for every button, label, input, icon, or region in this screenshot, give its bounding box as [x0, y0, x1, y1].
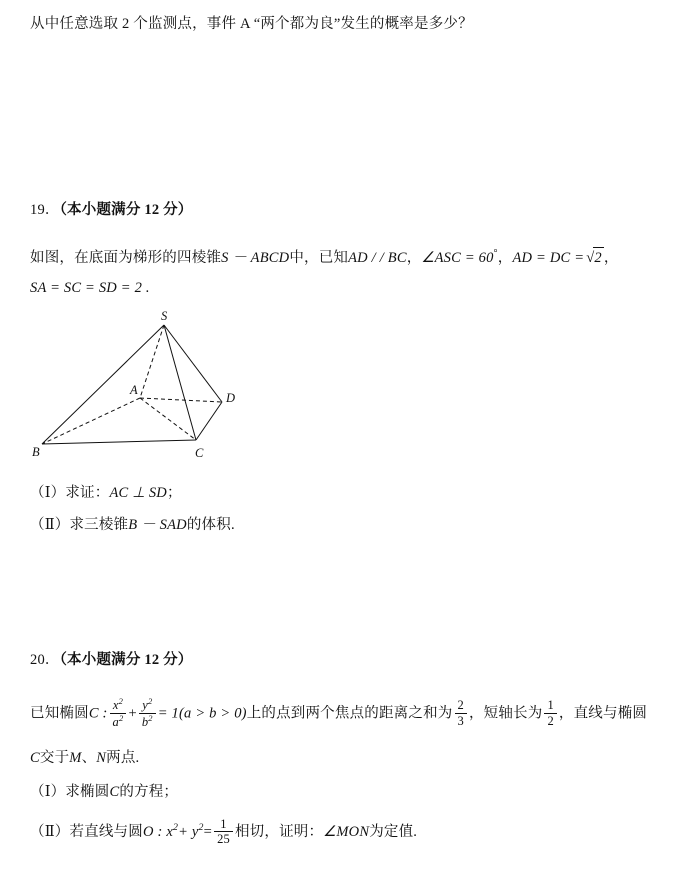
- q20-part2-marker: （Ⅱ）若直线与圆: [30, 824, 143, 841]
- q20-frac-radius: [214, 817, 233, 847]
- q20-sum-den: 3: [457, 713, 464, 728]
- q20-curve-name: C: [30, 750, 40, 766]
- question20-number: 20．: [30, 652, 60, 668]
- question20-stem-line2: [30, 748, 139, 770]
- q19-parallel: AD / / BC: [348, 249, 407, 266]
- q20-x-squared: $x^2$: [110, 697, 127, 714]
- q20-stem-prefix: 已知椭圆: [30, 705, 89, 722]
- question20-part1: [30, 782, 178, 804]
- q19-angle: ∠ASC = 60: [421, 249, 494, 266]
- q20-b-squared: $b^2$: [141, 712, 153, 729]
- figure-label-D: D: [226, 391, 236, 405]
- q20-line2-end: 两点.: [106, 750, 140, 766]
- q20-stem-mid2: ，短轴长为: [468, 705, 543, 722]
- question20-points: （本小题满分 12 分）: [59, 652, 193, 668]
- q20-part2-end: 为定值.: [369, 824, 418, 841]
- question19-part2: [30, 515, 235, 537]
- q20-frac-minor: [544, 698, 556, 728]
- q20-part1-marker: （Ⅰ）求椭圆: [30, 784, 110, 800]
- q20-part1-var: C: [109, 784, 120, 800]
- q19-stem-prefix: 如图，在底面为梯形的四棱锥: [30, 249, 222, 266]
- question19-header: [30, 200, 193, 222]
- q19-solid-name: S － ABCD: [221, 249, 290, 266]
- q20-a-squared: $a^2$: [112, 712, 124, 729]
- q19-comma2: ，: [497, 249, 513, 266]
- question19-figure: [30, 310, 290, 470]
- q20-point-m: M: [69, 750, 82, 766]
- q20-part2-angle: ∠MON: [323, 824, 370, 841]
- q19-sqrt: √2: [584, 247, 604, 270]
- q20-part2-plus: + $y^2$: [178, 822, 204, 841]
- q20-y-squared: $y^2$: [139, 697, 156, 714]
- q20-ellipse-name: C :: [88, 705, 108, 722]
- q19-comma3: ，: [603, 249, 619, 266]
- question19-points: （本小题满分 12 分）: [59, 202, 193, 218]
- question20-header: [30, 650, 193, 672]
- q20-part2-eq: =: [203, 824, 213, 841]
- q19-part1-text: AC ⊥ SD: [109, 485, 167, 501]
- q20-minor-num: 1: [544, 698, 556, 713]
- question19-stem-line2: SA = SC = SD = 2 .: [30, 280, 150, 296]
- q20-eq-mid: = 1(a > b > 0): [157, 705, 247, 722]
- figure-label-C: C: [195, 446, 204, 460]
- q20-stem-mid3: ，直线与椭圆: [558, 705, 648, 722]
- figure-label-A: A: [130, 383, 138, 397]
- q19-comma1: ，: [406, 249, 422, 266]
- q20-part2-mid: 相切，证明：: [234, 824, 324, 841]
- q20-radius-num: 1: [214, 817, 233, 832]
- q19-stem-mid: 中，已知: [289, 249, 349, 266]
- q20-frac-sum: [455, 698, 467, 728]
- q20-part1-end: 的方程；: [119, 784, 179, 800]
- question19-number: 19．: [30, 202, 60, 218]
- question19-stem-line1: [30, 246, 619, 270]
- q19-part1-marker: （Ⅰ）求证：: [30, 485, 110, 501]
- q20-minor-den: 2: [547, 713, 554, 728]
- figure-label-B: B: [32, 445, 40, 459]
- question19-part1: [30, 483, 182, 505]
- q20-part2-circle: O : $x^2$: [142, 822, 179, 841]
- q20-point-n: N: [96, 750, 107, 766]
- q20-dun-hao: 、: [81, 750, 97, 766]
- question20-part2: [30, 818, 417, 848]
- q20-radius-den: 25: [217, 832, 230, 847]
- q20-sum-num: 2: [455, 698, 467, 713]
- figure-label-S: S: [161, 310, 168, 323]
- q19-part1-end: ；: [166, 485, 182, 501]
- q19-part2-marker: （Ⅱ）求三棱锥: [30, 517, 129, 533]
- question18-tail-text: 从中任意选取 2 个监测点，事件 A “两个都为良”发生的概率是多少？: [30, 16, 473, 32]
- q19-part2-text: B － SAD: [128, 517, 187, 533]
- q19-ad-dc: AD = DC =: [512, 249, 585, 266]
- q20-frac-x2-a2: [110, 697, 127, 729]
- q20-line2-text: 交于: [39, 750, 70, 766]
- q20-frac-y2-b2: [139, 697, 156, 729]
- question20-stem-line1: 已知椭圆C : $\frac{x^2}{a^2}$ + $\frac{y^2}{b^2}$ = 1(a > b > 0)上的点到两个焦点的距离之和为 $\frac{2}{3}$ ，短轴长为 $\frac{1}{2}$ ，直线与椭圆: [30, 696, 648, 729]
- q19-sqrt-radicand: 2: [593, 247, 603, 270]
- q20-stem-mid1: 上的点到两个焦点的距离之和为: [246, 705, 453, 722]
- q19-degree-sign: °: [493, 248, 498, 259]
- q19-part2-end: 的体积.: [186, 517, 235, 533]
